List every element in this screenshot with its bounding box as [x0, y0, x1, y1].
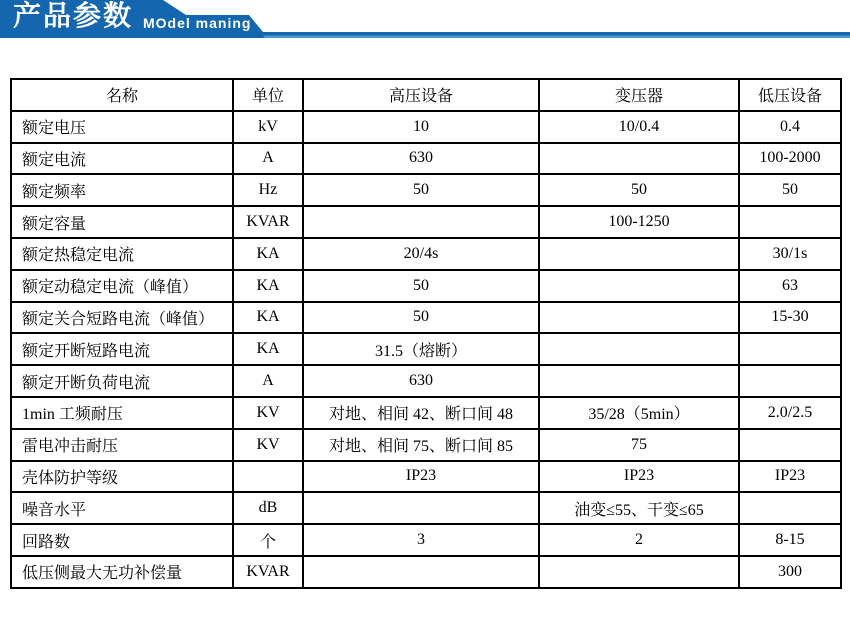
- param-value-cell: 油变≤55、干变≤65: [539, 492, 739, 524]
- param-value-cell: [739, 333, 841, 365]
- param-value-cell: IP23: [539, 461, 739, 493]
- param-value-cell: dB: [233, 492, 303, 524]
- param-value-cell: [739, 206, 841, 238]
- header-name: 名称: [11, 79, 233, 111]
- param-value-cell: [539, 365, 739, 397]
- param-value-cell: 10: [303, 111, 539, 143]
- table-row: [11, 302, 841, 334]
- param-value-cell: 630: [303, 143, 539, 175]
- table-row: [11, 461, 841, 493]
- param-value-cell: 2: [539, 524, 739, 556]
- param-value-cell: KVAR: [233, 556, 303, 588]
- product-parameter-table: [10, 78, 842, 589]
- param-value-cell: KA: [233, 270, 303, 302]
- table-row: [11, 143, 841, 175]
- param-value-cell: IP23: [303, 461, 539, 493]
- param-value-cell: [233, 461, 303, 493]
- param-value-cell: 50: [303, 302, 539, 334]
- param-value-cell: 50: [539, 174, 739, 206]
- param-value-cell: 0.4: [739, 111, 841, 143]
- param-value-cell: 300: [739, 556, 841, 588]
- param-value-cell: 50: [739, 174, 841, 206]
- param-value-cell: KVAR: [233, 206, 303, 238]
- param-value-cell: Hz: [233, 174, 303, 206]
- header-unit: 单位: [233, 79, 303, 111]
- section-header-banner: [0, 0, 850, 42]
- param-value-cell: [303, 492, 539, 524]
- param-value-cell: A: [233, 143, 303, 175]
- param-name-cell: 额定频率: [11, 174, 233, 206]
- param-name-cell: 额定容量: [11, 206, 233, 238]
- param-value-cell: KV: [233, 429, 303, 461]
- param-value-cell: 100-1250: [539, 206, 739, 238]
- param-value-cell: 3: [303, 524, 539, 556]
- param-value-cell: 75: [539, 429, 739, 461]
- param-value-cell: 对地、相间 75、断口间 85: [303, 429, 539, 461]
- param-value-cell: 50: [303, 174, 539, 206]
- param-value-cell: [303, 206, 539, 238]
- param-name-cell: 额定动稳定电流（峰值）: [11, 270, 233, 302]
- param-value-cell: KV: [233, 397, 303, 429]
- param-value-cell: KA: [233, 333, 303, 365]
- table-header-row: [11, 79, 841, 111]
- param-value-cell: [539, 556, 739, 588]
- param-value-cell: [539, 333, 739, 365]
- param-value-cell: [739, 429, 841, 461]
- table-row: [11, 270, 841, 302]
- param-value-cell: A: [233, 365, 303, 397]
- table-row: [11, 524, 841, 556]
- param-name-cell: 额定电压: [11, 111, 233, 143]
- param-value-cell: [739, 365, 841, 397]
- param-value-cell: 个: [233, 524, 303, 556]
- param-value-cell: KA: [233, 302, 303, 334]
- param-name-cell: 额定电流: [11, 143, 233, 175]
- table-row: [11, 429, 841, 461]
- table-row: [11, 333, 841, 365]
- param-name-cell: 低压侧最大无功补偿量: [11, 556, 233, 588]
- param-value-cell: 35/28（5min）: [539, 397, 739, 429]
- param-name-cell: 雷电冲击耐压: [11, 429, 233, 461]
- param-name-cell: 额定热稳定电流: [11, 238, 233, 270]
- table-row: [11, 238, 841, 270]
- table-row: [11, 111, 841, 143]
- header-transformer: 变压器: [539, 79, 739, 111]
- param-value-cell: kV: [233, 111, 303, 143]
- header-lv-equipment: 低压设备: [739, 79, 841, 111]
- param-value-cell: 63: [739, 270, 841, 302]
- param-name-cell: 额定开断负荷电流: [11, 365, 233, 397]
- table-row: [11, 492, 841, 524]
- param-table-body: [11, 111, 841, 588]
- table-row: [11, 397, 841, 429]
- param-value-cell: [539, 270, 739, 302]
- table-row: [11, 206, 841, 238]
- param-value-cell: 31.5（熔断）: [303, 333, 539, 365]
- param-name-cell: 噪音水平: [11, 492, 233, 524]
- param-name-cell: 额定关合短路电流（峰值）: [11, 302, 233, 334]
- param-value-cell: 10/0.4: [539, 111, 739, 143]
- table-row: [11, 365, 841, 397]
- param-value-cell: 15-30: [739, 302, 841, 334]
- param-value-cell: 30/1s: [739, 238, 841, 270]
- param-value-cell: 8-15: [739, 524, 841, 556]
- param-value-cell: 2.0/2.5: [739, 397, 841, 429]
- table-row: [11, 556, 841, 588]
- param-value-cell: 100-2000: [739, 143, 841, 175]
- table-row: [11, 174, 841, 206]
- banner-subtitle: MOdel maning: [143, 15, 252, 31]
- param-value-cell: [303, 556, 539, 588]
- param-value-cell: 50: [303, 270, 539, 302]
- param-name-cell: 1min 工频耐压: [11, 397, 233, 429]
- param-name-cell: 额定开断短路电流: [11, 333, 233, 365]
- param-value-cell: [739, 492, 841, 524]
- param-value-cell: 630: [303, 365, 539, 397]
- param-value-cell: KA: [233, 238, 303, 270]
- param-name-cell: 回路数: [11, 524, 233, 556]
- param-value-cell: 20/4s: [303, 238, 539, 270]
- param-value-cell: [539, 302, 739, 334]
- param-name-cell: 壳体防护等级: [11, 461, 233, 493]
- param-value-cell: IP23: [739, 461, 841, 493]
- param-value-cell: [539, 143, 739, 175]
- header-hv-equipment: 高压设备: [303, 79, 539, 111]
- param-value-cell: 对地、相间 42、断口间 48: [303, 397, 539, 429]
- banner-title: 产品参数: [13, 0, 134, 31]
- param-value-cell: [539, 238, 739, 270]
